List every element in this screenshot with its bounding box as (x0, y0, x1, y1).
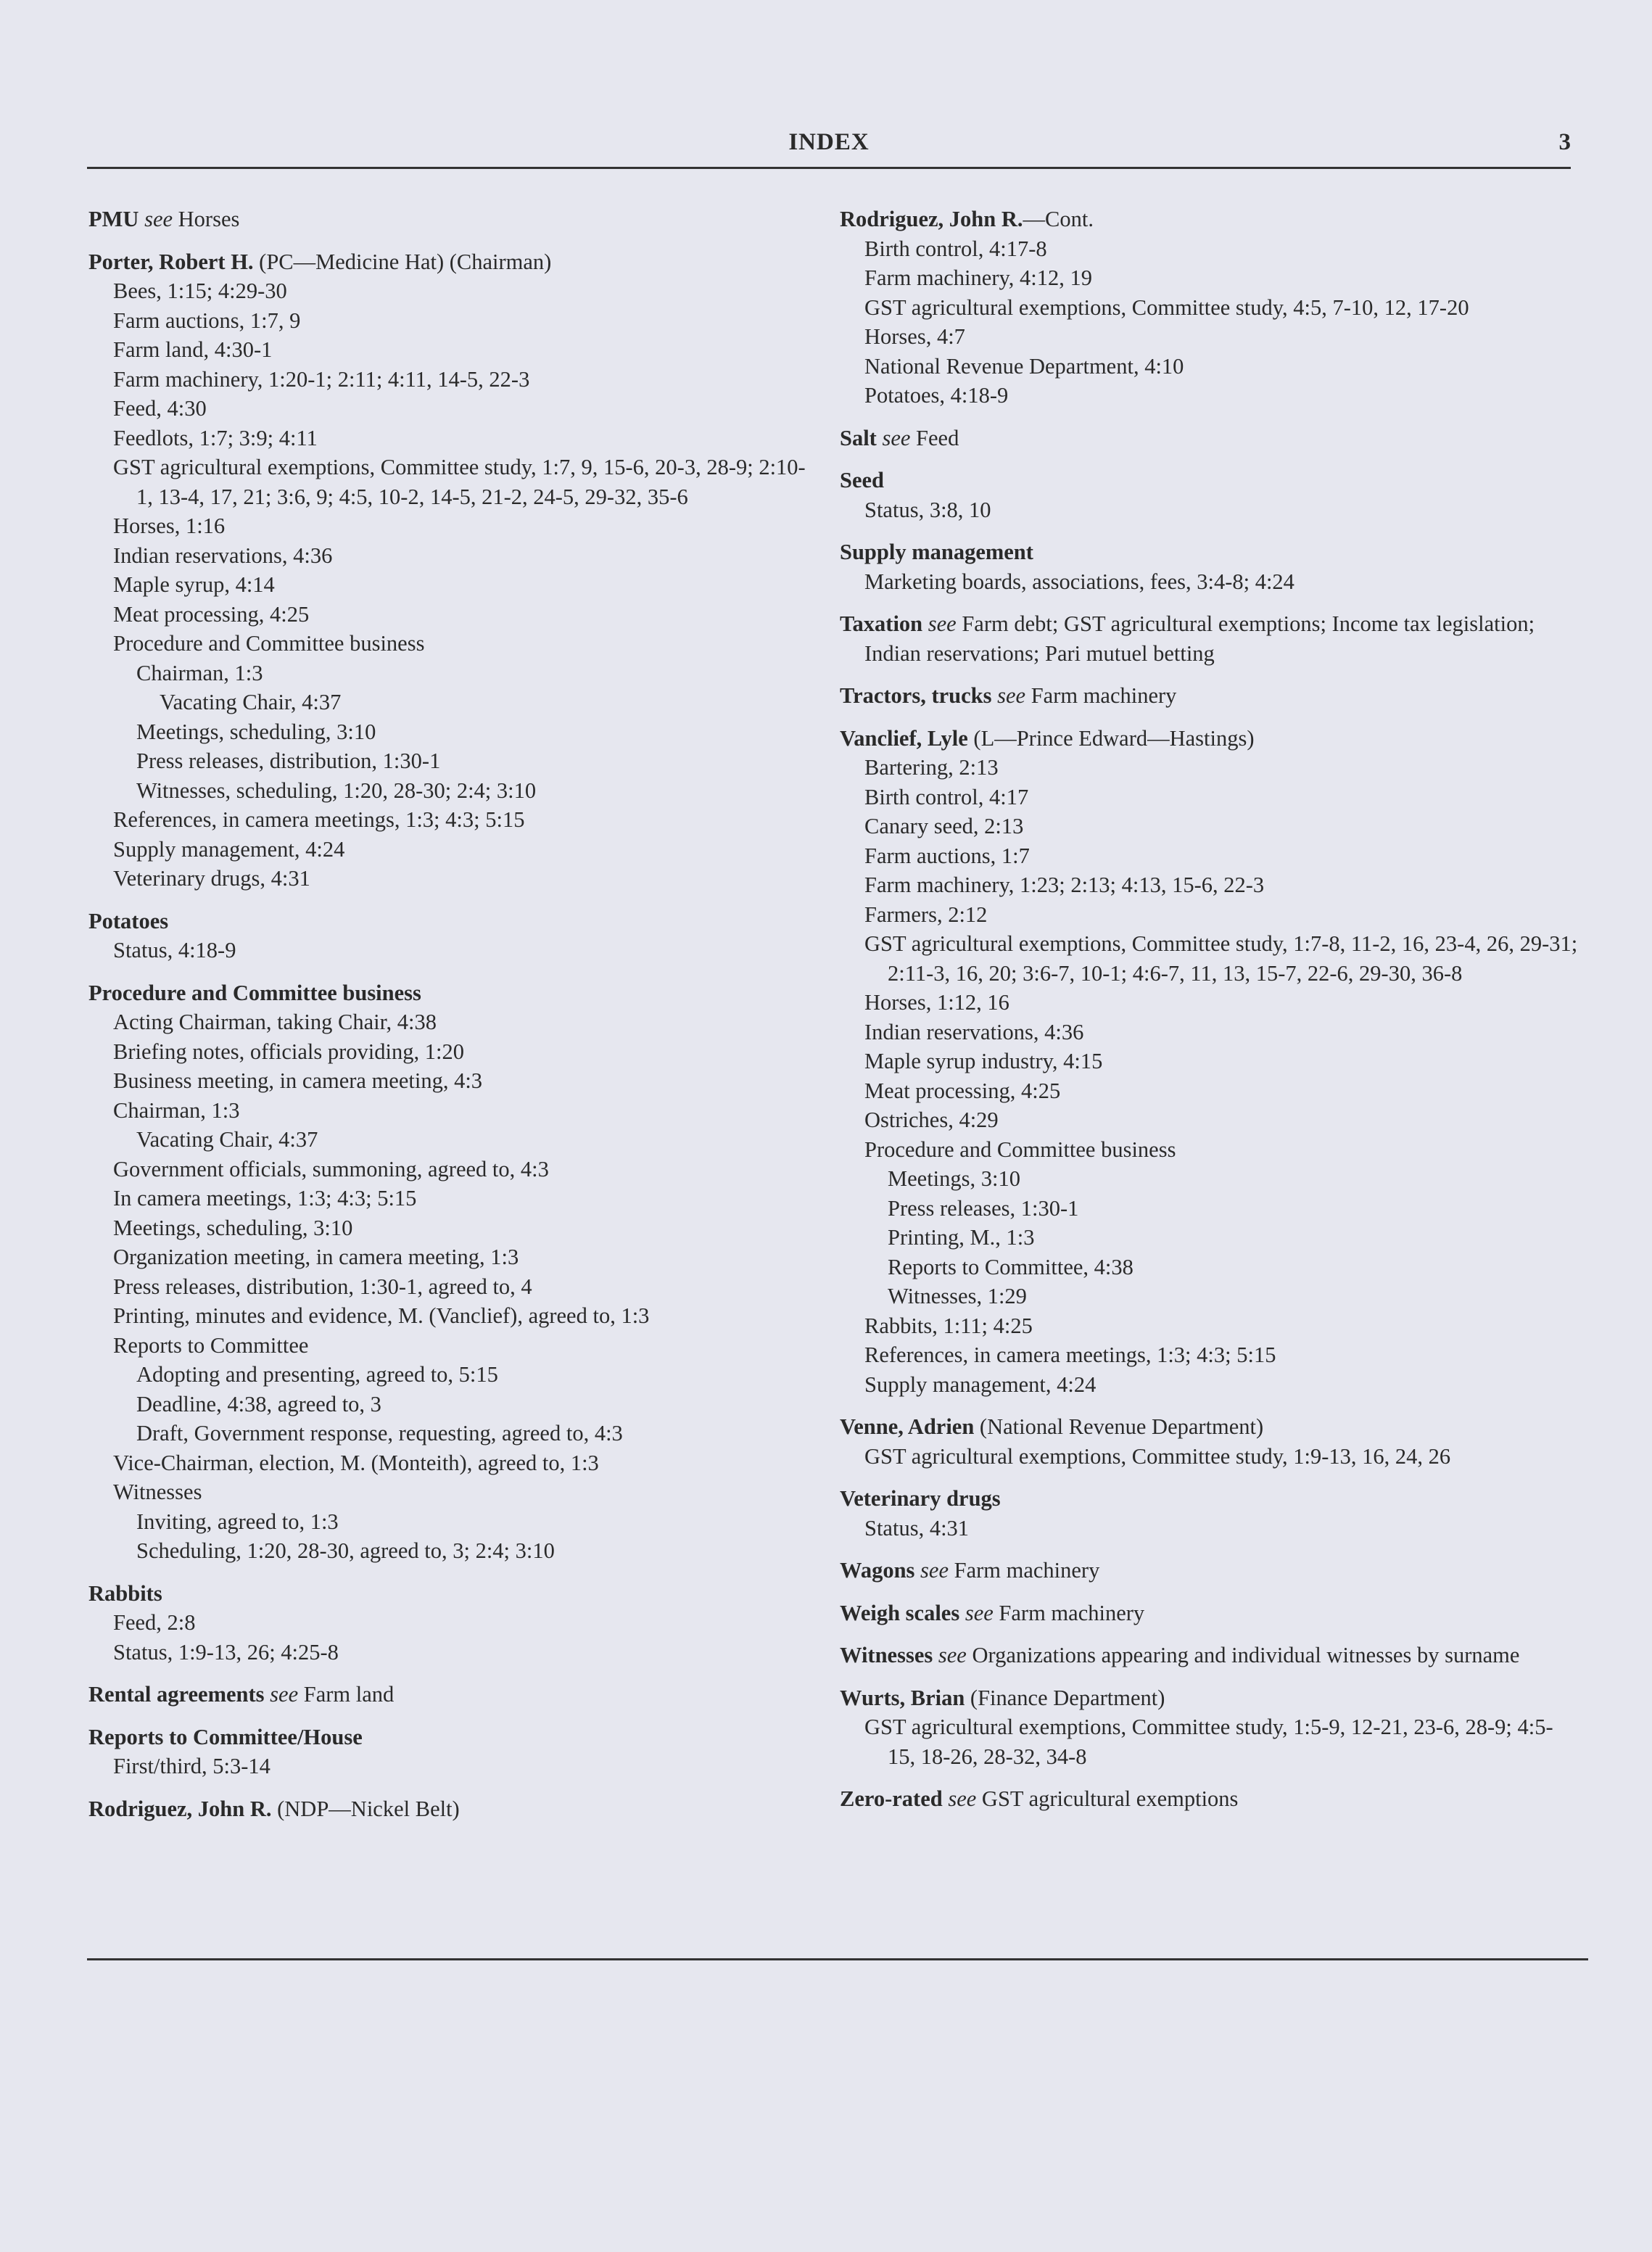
index-heading: PMU (88, 207, 139, 231)
index-subentry: Deadline, 4:38, agreed to, 3 (136, 1391, 381, 1416)
index-heading-line (88, 1723, 814, 1752)
index-heading-detail: Farm land (303, 1682, 395, 1707)
index-subentry: Birth control, 4:17-8 (864, 236, 1047, 261)
index-heading: Salt (840, 425, 877, 450)
index-subentry: Printing, M., 1:3 (888, 1225, 1035, 1250)
index-entry (88, 247, 814, 894)
index-subentry: GST agricultural exemptions, Committee study, 4:5, 7-10, 12, 17-20 (864, 294, 1469, 320)
index-heading: Procedure and Committee business (88, 980, 421, 1005)
index-subentry: Feed, 4:30 (113, 396, 207, 421)
index-subentry: Meetings, scheduling, 3:10 (136, 719, 376, 744)
index-subentry: Chairman, 1:3 (113, 1097, 240, 1123)
page-number: 3 (1558, 129, 1571, 155)
index-subentry: Horses, 1:12, 16 (864, 990, 1009, 1015)
index-subentry: Farm auctions, 1:7, 9 (113, 308, 301, 333)
index-subentry: Vacating Chair, 4:37 (160, 690, 342, 714)
index-heading: Supply management (840, 540, 1033, 564)
index-subentry: In camera meetings, 1:3; 4:3; 5:15 (113, 1186, 417, 1210)
index-subentry: Meetings, 3:10 (888, 1166, 1020, 1191)
index-subentry: Government officials, summoning, agreed to, 4:3 (113, 1156, 549, 1181)
index-subentry: Witnesses, scheduling, 1:20, 28-30; 2:4; 3:10 (136, 778, 537, 803)
index-heading: Zero-rated (840, 1786, 943, 1811)
index-heading-detail: (NDP—Nickel Belt) (277, 1796, 460, 1821)
index-heading-detail: Farm machinery (1031, 683, 1177, 708)
see-reference: see (938, 1643, 967, 1667)
index-entry (840, 1683, 1579, 1772)
index-subentry: Horses, 4:7 (864, 324, 965, 349)
index-subentry: Farm machinery, 1:23; 2:13; 4:13, 15-6, 22-3 (864, 873, 1265, 897)
index-entry (840, 424, 1579, 453)
page-header (87, 126, 1571, 170)
index-heading-detail: Horses (178, 207, 240, 231)
index-heading: Witnesses (840, 1643, 933, 1667)
index-subentry: Status, 3:8, 10 (864, 497, 991, 522)
index-subentry: Vice-Chairman, election, M. (Monteith), agreed to, 1:3 (113, 1450, 599, 1475)
index-subentry: Farm machinery, 4:12, 19 (864, 265, 1092, 290)
index-heading: Rabbits (88, 1580, 162, 1606)
index-heading: Weigh scales (840, 1600, 960, 1625)
index-subentry: Meat processing, 4:25 (113, 601, 310, 627)
index-subentry: Canary seed, 2:13 (864, 814, 1024, 838)
index-heading: Reports to Committee/House (88, 1724, 363, 1749)
index-subentry: National Revenue Department, 4:10 (864, 353, 1184, 379)
index-entry (88, 1723, 814, 1781)
index-heading-detail: Organizations appearing and individual witnesses by surname (972, 1643, 1520, 1667)
see-reference: see (144, 207, 173, 231)
index-subentry: Briefing notes, officials providing, 1:20 (113, 1039, 464, 1064)
index-subentry: Horses, 1:16 (113, 513, 226, 538)
index-entry (88, 907, 814, 965)
index-entry (840, 609, 1579, 668)
index-heading: Venne, Adrien (840, 1414, 975, 1439)
index-subentry: GST agricultural exemptions, Committee study, 1:5-9, 12-21, 23-6, 28-9; 4:5-15, 18-26, 28-32, 34-8 (864, 1715, 1553, 1769)
index-heading-detail: GST agricultural exemptions (981, 1786, 1239, 1811)
index-subentry: Farm machinery, 1:20-1; 2:11; 4:11, 14-5, 22-3 (113, 366, 530, 392)
index-subentry: Adopting and presenting, agreed to, 5:15 (136, 1362, 498, 1387)
index-subentry: Organization meeting, in camera meeting, 1:3 (113, 1245, 519, 1269)
index-entry (840, 1599, 1579, 1628)
index-subentry: Witnesses (113, 1480, 202, 1504)
index-subentry: Status, 4:18-9 (113, 938, 236, 962)
see-reference: see (270, 1682, 299, 1707)
index-subentry: Farmers, 2:12 (864, 902, 988, 927)
index-heading-detail: (National Revenue Department) (979, 1414, 1264, 1439)
index-subentry: Procedure and Committee business (113, 631, 425, 656)
index-subentry: Supply management, 4:24 (113, 836, 345, 862)
index-entry (840, 724, 1579, 1400)
index-subentry: GST agricultural exemptions, Committee study, 1:7-8, 11-2, 16, 23-4, 26, 29-31; 2:11-3, 16, 20; 3:6-7, 10-1; 4:6-7, 11, 13, 15-7, 22-6, 29-30, 36-8 (864, 931, 1578, 986)
see-reference: see (997, 683, 1026, 708)
see-reference: see (928, 611, 957, 636)
index-entry (88, 205, 814, 234)
index-heading-detail: —Cont. (1023, 207, 1094, 231)
index-subentry: Business meeting, in camera meeting, 4:3 (113, 1068, 483, 1093)
footer-rule (87, 1958, 1588, 1960)
index-heading-line (88, 1794, 814, 1824)
index-subentry: Acting Chairman, taking Chair, 4:38 (113, 1010, 437, 1034)
index-heading-detail: (Finance Department) (970, 1685, 1165, 1710)
index-subentry: Potatoes, 4:18-9 (864, 383, 1009, 408)
index-heading-line (840, 424, 1579, 453)
index-subentry: Meetings, scheduling, 3:10 (113, 1215, 353, 1240)
index-entry (840, 466, 1579, 524)
index-heading: Seed (840, 468, 884, 492)
index-heading: Wagons (840, 1558, 915, 1583)
index-heading: Rodriguez, John R. (88, 1796, 272, 1821)
index-subentry: Printing, minutes and evidence, M. (Vanclief), agreed to, 1:3 (113, 1303, 650, 1328)
index-heading-detail: Farm debt; GST agricultural exemptions; Income tax legislation; Indian reservations; Pari mutuel betting (864, 611, 1535, 666)
index-heading-line (840, 1484, 1579, 1514)
index-heading: Rodriguez, John R. (840, 207, 1023, 231)
index-heading-line (840, 1412, 1579, 1442)
index-subentry: Status, 4:31 (864, 1515, 970, 1540)
index-entry (88, 1680, 814, 1709)
index-subentry: Inviting, agreed to, 1:3 (136, 1509, 339, 1534)
index-entry (88, 978, 814, 1566)
index-subentry: Bartering, 2:13 (864, 755, 999, 780)
index-subentry: Chairman, 1:3 (136, 660, 263, 685)
see-reference: see (965, 1600, 994, 1625)
index-subentry: Indian reservations, 4:36 (864, 1019, 1084, 1044)
index-entry (840, 537, 1579, 596)
index-heading: Potatoes (88, 908, 169, 933)
index-subentry: Birth control, 4:17 (864, 784, 1029, 809)
index-heading-line (88, 247, 814, 277)
index-subentry: Rabbits, 1:11; 4:25 (864, 1313, 1033, 1338)
index-column-left (88, 205, 814, 1836)
index-heading-line (840, 466, 1579, 495)
index-heading-line (840, 609, 1579, 668)
index-subentry: Procedure and Committee business (864, 1137, 1176, 1162)
index-entry (88, 1579, 814, 1667)
index-heading-line (840, 1683, 1579, 1713)
index-subentry: Vacating Chair, 4:37 (136, 1127, 318, 1152)
index-entry (840, 1641, 1579, 1670)
index-subentry: Draft, Government response, requesting, agreed to, 4:3 (136, 1421, 623, 1445)
index-subentry: Farm land, 4:30-1 (113, 337, 273, 362)
index-heading: Veterinary drugs (840, 1486, 1001, 1511)
index-entry (840, 1484, 1579, 1543)
index-heading-detail: (L—Prince Edward—Hastings) (973, 725, 1255, 751)
index-heading-line (88, 907, 814, 936)
header-rule (87, 167, 1571, 169)
index-subentry: GST agricultural exemptions, Committee study, 1:9-13, 16, 24, 26 (864, 1443, 1451, 1469)
index-heading-line (840, 1599, 1579, 1628)
index-subentry: Ostriches, 4:29 (864, 1108, 999, 1132)
index-heading-line (88, 1579, 814, 1609)
index-subentry: References, in camera meetings, 1:3; 4:3; 5:15 (113, 807, 525, 832)
index-heading-line (88, 205, 814, 234)
index-heading-detail: Farm machinery (954, 1558, 1100, 1583)
index-subentry: Maple syrup industry, 4:15 (864, 1049, 1103, 1073)
see-reference: see (948, 1786, 977, 1811)
index-entry (840, 1412, 1579, 1471)
index-heading: Vanclief, Lyle (840, 725, 968, 751)
index-subentry: Press releases, 1:30-1 (888, 1195, 1079, 1221)
index-heading-line (840, 681, 1579, 711)
index-subentry: Feedlots, 1:7; 3:9; 4:11 (113, 425, 318, 450)
index-heading-detail: Feed (916, 425, 959, 450)
index-subentry: Farm auctions, 1:7 (864, 843, 1030, 868)
index-subentry: Reports to Committee, 4:38 (888, 1254, 1133, 1279)
index-heading-line (840, 1784, 1579, 1814)
index-subentry: References, in camera meetings, 1:3; 4:3; 5:15 (864, 1342, 1276, 1367)
index-subentry: Meat processing, 4:25 (864, 1078, 1061, 1103)
index-subentry: Press releases, distribution, 1:30-1, agreed to, 4 (113, 1274, 532, 1299)
index-heading-detail: Farm machinery (999, 1600, 1145, 1625)
index-subentry: Marketing boards, associations, fees, 3:4-8; 4:24 (864, 569, 1294, 594)
index-heading-detail: (PC—Medicine Hat) (Chairman) (259, 249, 552, 274)
index-subentry: Maple syrup, 4:14 (113, 572, 275, 597)
index-heading-line (840, 537, 1579, 567)
index-heading: Rental agreements (88, 1682, 265, 1707)
index-entry (840, 1556, 1579, 1585)
page-title: INDEX (788, 129, 870, 155)
index-subentry: GST agricultural exemptions, Committee study, 1:7, 9, 15-6, 20-3, 28-9; 2:10-1, 13-4, 17, 21; 3:6, 9; 4:5, 10-2, 14-5, 21-2, 24-5, 29-32, 35-6 (113, 455, 806, 509)
index-entry (840, 205, 1579, 411)
index-heading-line (840, 724, 1579, 754)
index-subentry: Supply management, 4:24 (864, 1372, 1096, 1397)
index-heading-line (88, 1680, 814, 1709)
index-heading-line (88, 978, 814, 1008)
index-heading: Wurts, Brian (840, 1685, 965, 1710)
see-reference: see (882, 425, 911, 450)
see-reference: see (920, 1558, 949, 1583)
index-heading: Porter, Robert H. (88, 249, 254, 274)
index-column-right (840, 205, 1579, 1827)
index-subentry: Feed, 2:8 (113, 1610, 196, 1635)
index-entry (88, 1794, 814, 1824)
index-subentry: First/third, 5:3-14 (113, 1754, 270, 1778)
index-heading-line (840, 205, 1579, 234)
index-heading: Tractors, trucks (840, 683, 992, 708)
index-heading-line (840, 1556, 1579, 1585)
index-heading: Taxation (840, 611, 923, 636)
index-heading-line (840, 1641, 1579, 1670)
index-entry (840, 1784, 1579, 1814)
index-subentry: Witnesses, 1:29 (888, 1284, 1027, 1308)
index-subentry: Scheduling, 1:20, 28-30, agreed to, 3; 2:4; 3:10 (136, 1538, 555, 1563)
index-subentry: Indian reservations, 4:36 (113, 543, 333, 568)
index-entry (840, 681, 1579, 711)
index-subentry: Status, 1:9-13, 26; 4:25-8 (113, 1639, 339, 1665)
index-subentry: Reports to Committee (113, 1332, 309, 1358)
index-subentry: Press releases, distribution, 1:30-1 (136, 748, 441, 773)
index-subentry: Bees, 1:15; 4:29-30 (113, 279, 287, 303)
index-subentry: Veterinary drugs, 4:31 (113, 866, 310, 891)
